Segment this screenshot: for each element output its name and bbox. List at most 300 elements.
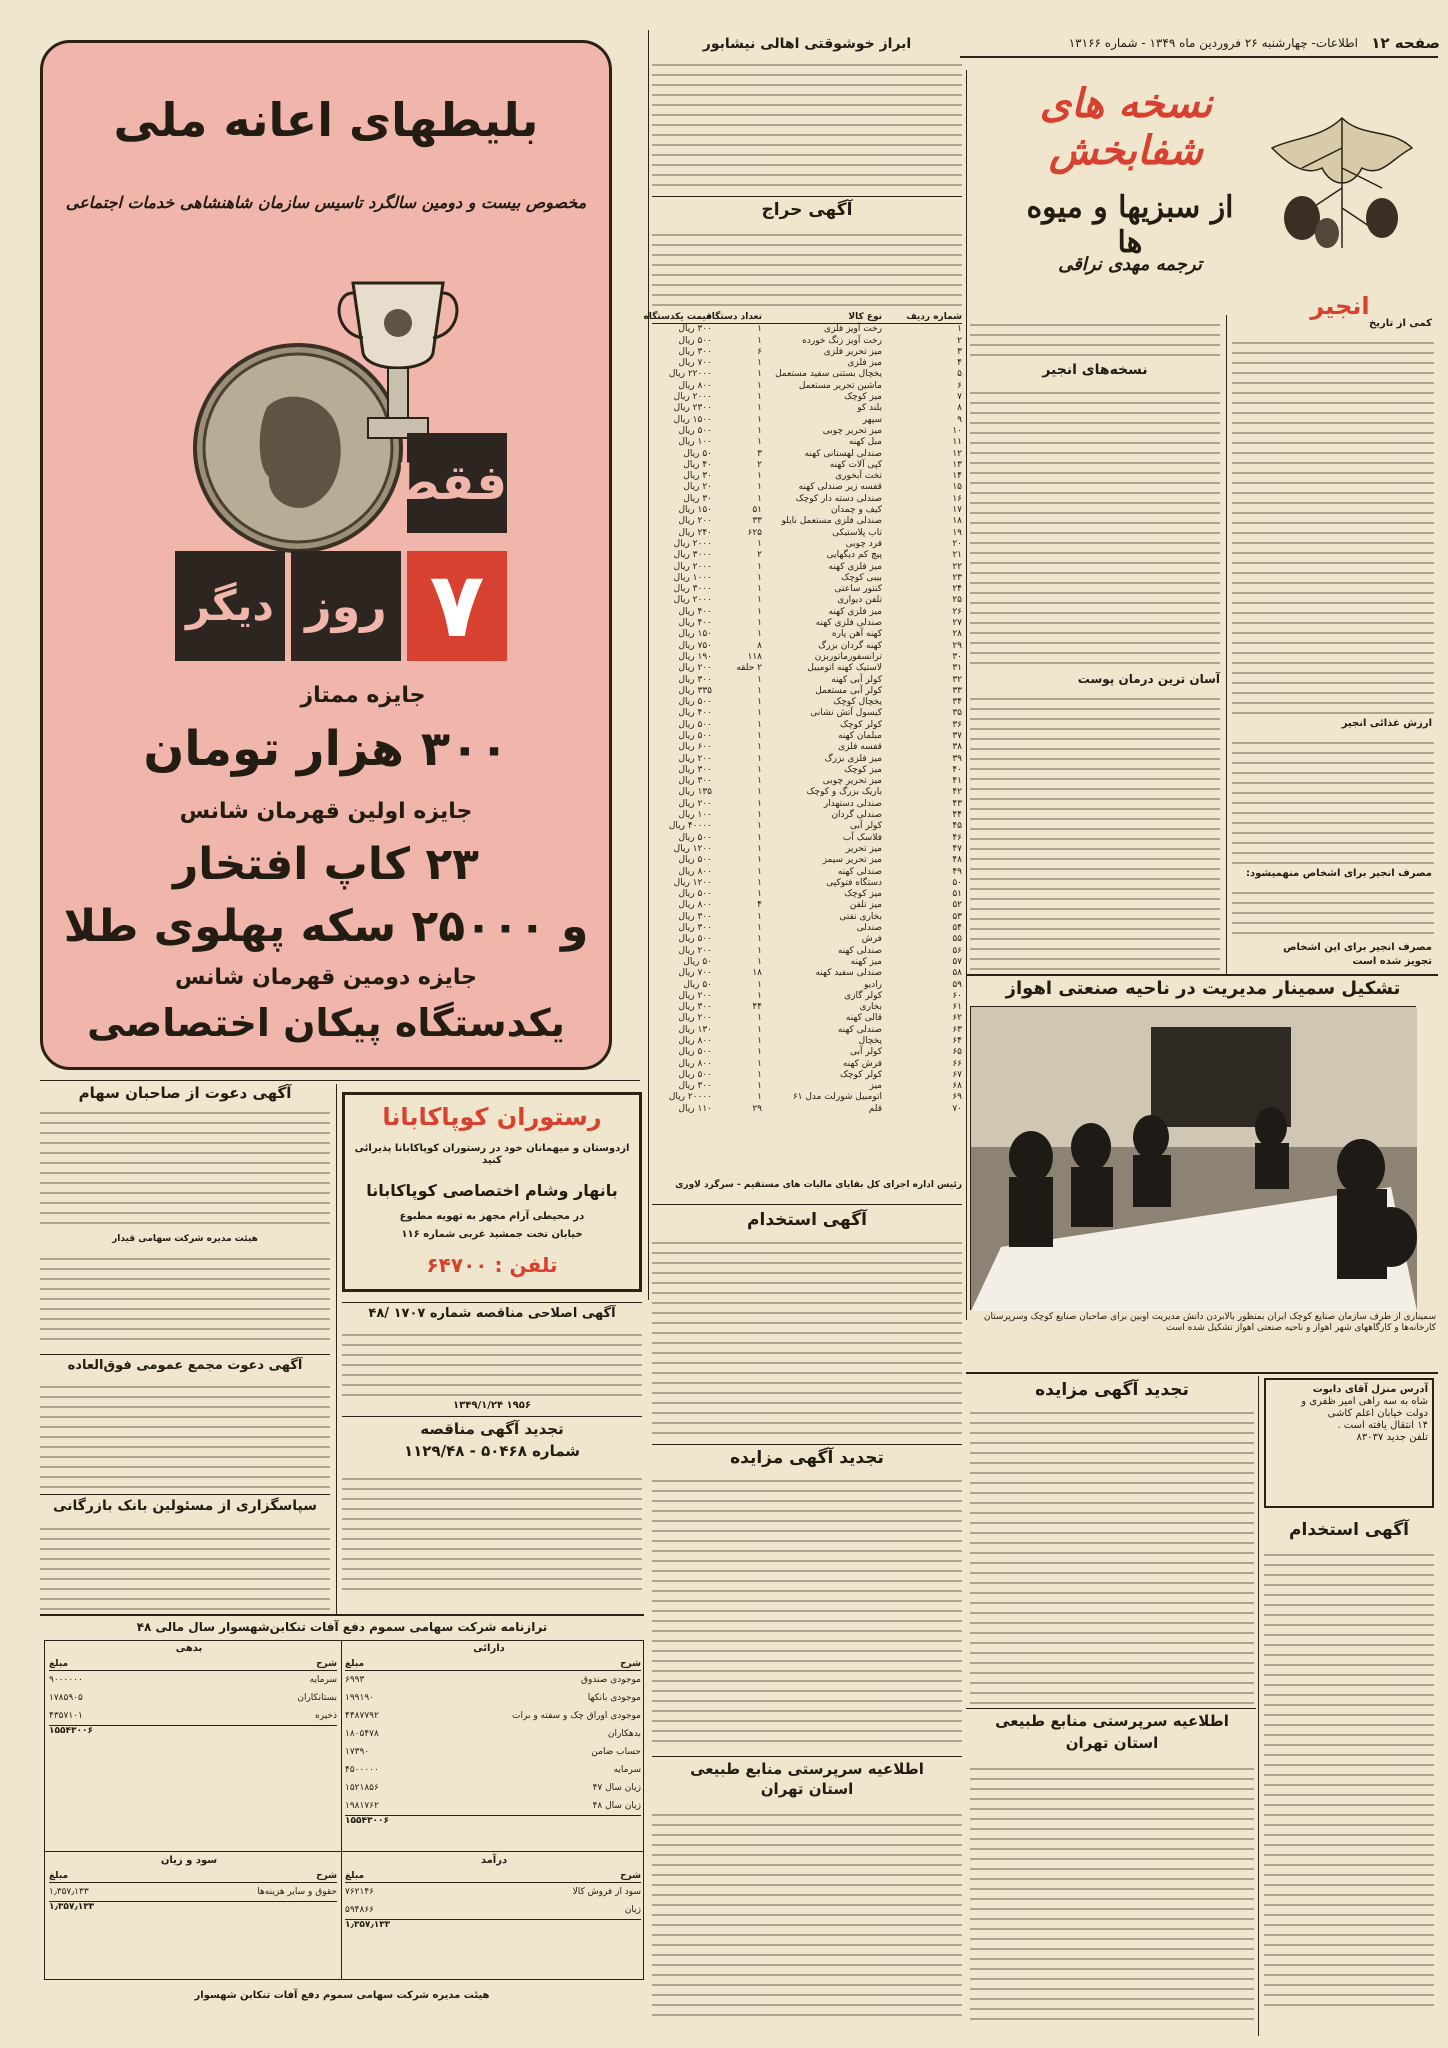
balance-desc: زیان سال ۴۷ <box>592 1783 641 1794</box>
auction-cell: میز تحریر چوبی <box>822 425 882 436</box>
auction-cell: ۱ <box>757 742 762 753</box>
auction-cell: ۳ <box>757 448 762 459</box>
balance-total-value: ۱۵۵۴۳۰۰۶ <box>49 1726 93 1737</box>
auction3-text <box>970 1404 1254 1704</box>
auction-row <box>652 1025 962 1036</box>
balance-row <box>345 1779 641 1797</box>
auction-cell: ۳۰ ریال <box>683 493 712 504</box>
auction-footer: رئیس اداره اجرای کل بقایای مالیات های مستقیم - سرگرد لاوری <box>675 1180 962 1190</box>
auction-cell: ۲۰۰ ریال <box>678 663 712 674</box>
auction-cell: ۲۰۰۰ ریال <box>673 595 712 606</box>
balance-amount: ۱۹۹۱۹۰ <box>345 1693 375 1704</box>
lottery-subtitle: مخصوص بیست و دومین سالگرد تاسیس سازمان شاهنشاهی خدمات اجتماعی <box>65 193 587 212</box>
days-word: روز <box>291 551 401 661</box>
shareholders-title2: آگهی دعوت مجمع عمومی فوق‌العاده <box>67 1358 303 1373</box>
auction-cell: ۱ <box>757 403 762 414</box>
auction-cell: کولر آبی مستعمل <box>815 685 882 696</box>
auction-cell: ۲۴ <box>952 584 962 595</box>
balance-desc: موجودی بانکها <box>587 1693 641 1704</box>
feature-text-col1c <box>1232 884 1434 940</box>
use-head: مصرف انجیر برای اشخاص منهمیشود: <box>1246 868 1432 879</box>
auction-row <box>652 358 962 369</box>
auction-cell: ۱ <box>757 1058 762 1069</box>
auction-table <box>643 312 962 1115</box>
auction-cell: ۱ <box>757 437 762 448</box>
auction-cell: ۵۰۰ ریال <box>678 719 712 730</box>
auction-row <box>652 731 962 742</box>
auction-cell: ۴۸ <box>952 855 962 866</box>
auction-cell: ۱ <box>757 776 762 787</box>
auction-cell: ۲۰۰ ریال <box>678 990 712 1001</box>
auction-cell: صندلی کهنه <box>837 945 882 956</box>
auction-cell: ۱ <box>757 1092 762 1103</box>
auction-cell: ۱۲۰۰ ریال <box>673 877 712 888</box>
auction-cell: صندلی <box>856 923 882 934</box>
auction-row <box>652 844 962 855</box>
feature-translator: ترجمه مهدی نراقی <box>1058 254 1202 275</box>
auction-cell: ۷۰۰ ریال <box>678 358 712 369</box>
shareholders-text <box>40 1104 330 1224</box>
auction-cell: فلاسک آب <box>842 832 882 843</box>
auction-cell: ۱۳۰ ریال <box>678 1024 712 1035</box>
auction-cell: ۲۳۰۰ ریال <box>673 403 712 414</box>
auction-cell: ۱ <box>757 730 762 741</box>
auction-cell: ۵۰۰ ریال <box>678 934 712 945</box>
auction-row <box>652 1036 962 1047</box>
col-desc: شرح <box>316 1871 337 1881</box>
auction-cell: ۱ <box>757 335 762 346</box>
auction-cell: ۵۱ <box>952 889 962 900</box>
auction-cell: ۱ <box>757 753 762 764</box>
auction-row <box>652 1070 962 1081</box>
auction-cell: ۵۹ <box>952 979 962 990</box>
auction-cell: ۱۵۰ ریال <box>678 629 712 640</box>
auction-cell: ۶۷ <box>952 1069 962 1080</box>
rental-box <box>1264 1378 1434 1508</box>
auction-cell: ۴ <box>757 900 762 911</box>
auction-row <box>652 912 962 923</box>
assets-head: دارائی <box>473 1643 505 1654</box>
auction-cell: ۵۰۰ ریال <box>678 855 712 866</box>
auction-cell: ۱ <box>757 324 762 335</box>
auction-row <box>652 708 962 719</box>
coins: و ۲۵۰۰۰ سکه پهلوی طلا <box>63 901 589 952</box>
auction-cell: ۴۰ ریال <box>683 459 712 470</box>
auction-cell: میز تحریر <box>845 843 882 854</box>
auction-cell: ۳۸ <box>952 742 962 753</box>
auction-cell: قالی کهنه <box>845 1013 882 1024</box>
auction-row <box>652 415 962 426</box>
auction-cell: کولر کوچک <box>839 719 882 730</box>
auction-cell: کولر کوچک <box>839 1069 882 1080</box>
auction-cell: ۲۳ <box>952 572 962 583</box>
auction-cell: یخچال بستنی سفید مستعمل <box>775 369 882 380</box>
balance-amount: ۷۶۲۱۴۶ <box>345 1887 375 1898</box>
shareholders-title: آگهی دعوت از صاحبان سهام <box>78 1084 292 1102</box>
auction-cell: ۱ <box>757 1024 762 1035</box>
auction-cell: کیسول آتش نشانی <box>810 708 882 719</box>
auction-cell: ۵۰ ریال <box>683 956 712 967</box>
balance-desc: حقوق و سایر هزینه‌ها <box>257 1887 337 1898</box>
auction-cell: ۴ <box>957 358 962 369</box>
auction-cell: ۱۵۰ ریال <box>678 505 712 516</box>
auction-cell: رادیو <box>863 979 882 990</box>
auction-cell: ۲۲ <box>952 561 962 572</box>
auction-cell: ۲۰۰۰۰ ریال <box>668 1092 712 1103</box>
auction-row <box>652 482 962 493</box>
balance-desc: بستانکاران <box>297 1693 337 1704</box>
auction-cell: کهنه گردان بزرگ <box>818 640 882 651</box>
auction-cell: میز کهنه <box>850 956 882 967</box>
auction-row <box>652 381 962 392</box>
use2-head: مصرف انجیر برای این اشخاص <box>1283 942 1432 953</box>
auction-cell: اتومبیل شورلت مدل ۶۱ <box>792 1092 882 1103</box>
lottery-title: بلیطهای اعانه ملی <box>113 93 539 147</box>
auction-cell: بخاری نفتی <box>839 911 882 922</box>
auction-cell: ۲۰۰ ریال <box>678 753 712 764</box>
auction-cell: ۱ <box>757 945 762 956</box>
auction-cell: ۱ <box>757 866 762 877</box>
tender-text <box>342 1470 642 1590</box>
auction-cell: ۶۲۵ <box>747 527 762 538</box>
auction-cell: ۵۴ <box>952 923 962 934</box>
auction-cell: ۱ <box>757 561 762 572</box>
balance-amount: ۴۴۸۷۷۹۲ <box>345 1711 379 1722</box>
balance-desc: سرمایه <box>613 1765 641 1776</box>
issue-line: اطلاعات- چهارشنبه ۲۶ فروردین ماه ۱۳۴۹ - شماره ۱۳۱۶۶ <box>1068 36 1358 50</box>
page-number: صفحه ۱۲ <box>1371 34 1440 52</box>
balance-row <box>49 1707 337 1725</box>
auction-cell: ۳۰ ریال <box>683 471 712 482</box>
balance-desc: سود از فروش کالا <box>572 1887 641 1898</box>
auction-cell: ۱۹۰ ریال <box>678 651 712 662</box>
auction-cell: ۴۰۰ ریال <box>678 618 712 629</box>
auction-row <box>652 595 962 606</box>
feature-text-col1b <box>1232 734 1434 864</box>
auction-cell: کیف و چمدان <box>831 505 882 516</box>
auction-cell: ۲۰۰۰ ریال <box>673 392 712 403</box>
balance-row <box>345 1797 641 1815</box>
auction-cell: ۱۸ <box>952 516 962 527</box>
auction-cell: ۸۰۰ ریال <box>678 900 712 911</box>
col-desc: شرح <box>620 1659 641 1669</box>
auction-row <box>652 528 962 539</box>
auction-row <box>652 1081 962 1092</box>
auction-cell: ۲۹ <box>952 640 962 651</box>
auction-row <box>652 336 962 347</box>
auction-cell: باریک بزرگ و کوچک <box>806 787 882 798</box>
natural-text <box>652 1806 962 2020</box>
shareholders-sub: هیئت مدیره شرکت سهامی قیدار <box>112 1234 258 1244</box>
natural2-text <box>970 1760 1254 2020</box>
auction-cell: صندلی کهنه <box>837 1024 882 1035</box>
auction-cell: کولر آبی کهنه <box>831 674 882 685</box>
balance-desc: بدهکاران <box>607 1729 641 1740</box>
auction-cell: ۱ <box>757 1047 762 1058</box>
balance-row <box>345 1725 641 1743</box>
auction-cell: میز تحریر چوبی <box>822 776 882 787</box>
balance-total <box>345 1815 641 1827</box>
auction-row <box>652 754 962 765</box>
reform-date: ۱۹۵۶ ۱۳۴۹/۱/۲۴ <box>453 1400 531 1411</box>
auction-cell: ۶ <box>957 380 962 391</box>
auction-cell: ۱ <box>757 358 762 369</box>
auction-cell: ۲۰۰ ریال <box>678 1013 712 1024</box>
auction-row <box>652 516 962 527</box>
auction-row <box>652 392 962 403</box>
auction-cell: تخت آبخوری <box>835 471 882 482</box>
balance-row <box>49 1671 337 1689</box>
auction-cell: ۱ <box>757 956 762 967</box>
auction-cell: ۱۰۰۰ ریال <box>673 572 712 583</box>
rental-l3: دولت خیابان اعلم کاشی <box>1327 1408 1428 1419</box>
auction-cell: ۲۰۰ ریال <box>678 798 712 809</box>
auction-cell: ۵۷ <box>952 956 962 967</box>
balance-amount: ۱۵۲۱۸۵۶ <box>345 1783 379 1794</box>
auction-cell: ۱۷ <box>952 505 962 516</box>
auction-cell: ۱ <box>757 471 762 482</box>
champ1: جایزه اولین قهرمان شانس <box>179 799 473 824</box>
balance-sheet <box>44 1640 644 1980</box>
auction-cell: ۱۵ <box>952 482 962 493</box>
auction-cell: ۶۶ <box>952 1058 962 1069</box>
auction-cell: ۱ <box>757 934 762 945</box>
balance-sign: هیئت مدیره شرکت سهامی سموم دفع آفات تنکابن شهسوار <box>194 1990 490 2001</box>
balance-amount: ۱۹۸۱۷۶۲ <box>345 1801 379 1812</box>
auction-cell: میز کوچک <box>844 889 882 900</box>
natural2-city: استان تهران <box>1065 1734 1159 1752</box>
rental-l2: شاه به سه راهی امیر ظفری و <box>1301 1396 1428 1407</box>
auction-row <box>652 607 962 618</box>
auction-cell: صندلی دسته دار کوچک <box>795 493 882 504</box>
champ2: جایزه دومین قهرمان شانس <box>175 965 477 990</box>
auction-cell: ۲ <box>957 335 962 346</box>
balance-total <box>345 1919 641 1931</box>
auction-cell: بلند کو <box>857 403 882 414</box>
natural2-title: اطلاعیه سرپرستی منابع طبیعی <box>995 1712 1229 1730</box>
auction-row <box>652 776 962 787</box>
auction-cell: ۲۸ <box>952 629 962 640</box>
auction-cell: ۲ <box>757 459 762 470</box>
debts-head: بدهی <box>175 1643 203 1654</box>
auction-cell: ۳۰۰ ریال <box>678 324 712 335</box>
auction-cell: ۱ <box>757 1081 762 1092</box>
auction-cell: ۵۱ <box>752 505 762 516</box>
auction-cell: ۳۰۰ ریال <box>678 674 712 685</box>
auction-cell: ۱ <box>757 697 762 708</box>
auction-cell: ۱ <box>757 798 762 809</box>
auction-row <box>652 629 962 640</box>
feature-text-col2c <box>970 690 1220 970</box>
auction-cell: رخت آویز زنگ خورده <box>802 335 882 346</box>
col-desc: شرح <box>620 1871 641 1881</box>
rental-l5: تلفن جدید ۸۳۰۳۷ <box>1356 1432 1428 1443</box>
auction-cell: ترانسفورماتوربزن <box>814 651 882 662</box>
auction-cell: ۶۲ <box>952 1013 962 1024</box>
copa-line3: در محیطی آرام مجهز به تهویه مطبوع <box>399 1211 585 1222</box>
auction-cell: ۴۶ <box>952 832 962 843</box>
auction-cell: ۱ <box>757 538 762 549</box>
auction-cell: ۸ <box>957 403 962 414</box>
auction-cell: ۸ <box>757 640 762 651</box>
cups: ۲۳ کاپ افتخار <box>172 839 480 890</box>
auction-cell: کولر آبی <box>849 1047 882 1058</box>
copa-line2: بانهار وشام اختصاصی کوپاکابانا <box>366 1181 618 1200</box>
auction-cell: ۱ <box>957 324 962 335</box>
auction-cell: ۱۰ <box>952 425 962 436</box>
auction-row <box>652 1092 962 1103</box>
auction-row <box>652 878 962 889</box>
auction-row <box>652 426 962 437</box>
auction-cell: تاب پلاستیکی <box>832 527 882 538</box>
auction-row <box>652 324 962 335</box>
auction-cell: ۵۰۰ ریال <box>678 730 712 741</box>
skin-head: آسان ترین درمان پوست <box>1077 672 1220 686</box>
natural-city: استان تهران <box>760 1780 854 1798</box>
prize-label: جایزه ممتاز <box>300 683 426 708</box>
auction-row <box>652 810 962 821</box>
auction-cell: ماشین تحریر مستعمل <box>798 380 882 391</box>
auction-cell: ۴۵ <box>952 821 962 832</box>
auction-cell: ۲ <box>757 550 762 561</box>
auction-cell: ۴۷ <box>952 843 962 854</box>
auction-cell: صندلی سفید کهنه <box>815 968 882 979</box>
auction-cell: ۳۰۰ ریال <box>678 764 712 775</box>
auction-cell: ۳۴ <box>952 697 962 708</box>
auction-row <box>652 1002 962 1013</box>
commerce-title: سپاسگزاری از مسئولین بانک بازرگانی <box>53 1498 317 1514</box>
auction-cell: ۱ <box>757 990 762 1001</box>
auction-row <box>652 867 962 878</box>
pride-title: ابراز خوشوقتی اهالی نیشابور <box>702 36 912 52</box>
auction-cell: ۱۹ <box>952 527 962 538</box>
auction-cell: ۱ <box>757 369 762 380</box>
auction-cell: ۱ <box>757 821 762 832</box>
auction-cell: ۵۰۰ ریال <box>678 335 712 346</box>
auction-cell: ۶۸ <box>952 1081 962 1092</box>
auction-cell: ۵۸ <box>952 968 962 979</box>
auction-row <box>652 957 962 968</box>
copacabana-ad <box>342 1092 642 1292</box>
lottery-ad <box>40 40 612 1070</box>
rental-l4: ۱۴ انتقال یافته است . <box>1337 1420 1428 1431</box>
auction-cell: میز فلزی کهنه <box>828 606 882 617</box>
auction-cell: ۱ <box>757 482 762 493</box>
commerce-text <box>40 1520 330 1610</box>
auction-cell: ۳۰ <box>952 651 962 662</box>
auction-cell: ۱ <box>757 855 762 866</box>
auction-cell: ۴۰۰ ریال <box>678 708 712 719</box>
auction-cell: ۹ <box>957 414 962 425</box>
balance-amount: ۱٫۳۵۷٫۱۳۳ <box>49 1887 89 1898</box>
copa-title: رستوران کوپاکابانا <box>382 1103 602 1131</box>
auction-cell: ۸۰۰ ریال <box>678 380 712 391</box>
auction-cell: ۳۵ <box>952 708 962 719</box>
auction-cell: ۵۰۰ ریال <box>678 889 712 900</box>
auction-cell: میز <box>869 1081 882 1092</box>
auction-cell: ۳۰۰۰ ریال <box>673 584 712 595</box>
balance-amount: ۴۳۵۷۱۰۱ <box>49 1711 83 1722</box>
auction-row <box>652 799 962 810</box>
balance-row <box>345 1671 641 1689</box>
balance-amount: ۱۷۳۹۰ <box>345 1747 370 1758</box>
balance-row <box>345 1743 641 1761</box>
balance-total-value: ۱٫۳۵۷٫۱۳۳ <box>345 1920 391 1931</box>
auction-row <box>652 742 962 753</box>
balance-total <box>49 1725 337 1737</box>
auction-row <box>652 562 962 573</box>
auction-row <box>652 821 962 832</box>
auction-cell: ۳۳ <box>752 516 762 527</box>
auction-cell: ۱ <box>757 889 762 900</box>
auction-cell: ۱ <box>757 719 762 730</box>
balance-amount: ۱۷۸۵۹۰۵ <box>49 1693 83 1704</box>
feature-text-col1 <box>1232 334 1434 714</box>
auction-cell: میز کوچک <box>844 764 882 775</box>
auction-cell: ۳۰۰ ریال <box>678 923 712 934</box>
auction-cell: مبل کهنه <box>848 437 882 448</box>
col-amount: مبلغ <box>345 1871 365 1881</box>
auction-cell: ۲۵ <box>952 595 962 606</box>
auction-cell: ۵۰۰ ریال <box>678 425 712 436</box>
auction-cell: ۶۰۰ ریال <box>678 742 712 753</box>
natural-title: اطلاعیه سرپرستی منابع طبیعی <box>690 1760 924 1778</box>
auction-cell: میز تحریر سیمز <box>822 855 882 866</box>
employment-text <box>652 1234 962 1434</box>
auction-row <box>652 449 962 460</box>
auction-cell: ۱ <box>757 618 762 629</box>
auction-row <box>652 663 962 674</box>
balance-amount: ۱۸۰۵۴۷۸ <box>345 1729 379 1740</box>
auction-cell: ۲۰۰ ریال <box>678 516 712 527</box>
auction-cell: ۳۱ <box>952 663 962 674</box>
tender-number: شماره ۵۰۴۶۸ - ۱۱۲۹/۴۸ <box>403 1442 581 1460</box>
debts-table <box>49 1659 337 1738</box>
days-other: دیگر <box>175 551 285 661</box>
copa-line4: خیابان تخت جمشید غربی شماره ۱۱۶ <box>401 1229 583 1240</box>
auction-cell: صندلی کهنه <box>837 866 882 877</box>
auction-cell: ۳۶ <box>952 719 962 730</box>
auction-cell: ۶۹ <box>952 1092 962 1103</box>
auction-cell: ۴۰۰۰۰ ریال <box>668 821 712 832</box>
auction-cell: ۵ <box>957 369 962 380</box>
auction-cell: ۸۰۰ ریال <box>678 866 712 877</box>
auction-cell: ۳۳ <box>952 685 962 696</box>
balance-title: ترازنامه شرکت سهامی سموم دفع آفات تنکابن‌شهسوار سال مالی ۴۸ <box>136 1620 548 1634</box>
auction-cell: ۱ <box>757 392 762 403</box>
auction-row <box>652 494 962 505</box>
auction-cell: کولر آبی <box>849 821 882 832</box>
feature-text-col2a <box>970 316 1220 360</box>
balance-total-value: ۱۵۵۴۳۰۰۶ <box>345 1816 389 1827</box>
auction3-title: تجدید آگهی مزایده <box>1035 1380 1189 1400</box>
auction-cell: ۱ <box>757 979 762 990</box>
balance-amount: ۹۰۰۰۰۰۰ <box>49 1675 83 1686</box>
auction-cell: ۱۱ <box>952 437 962 448</box>
auction-cell: ۷۰۰ ریال <box>678 968 712 979</box>
auction-cell: ۲۰ ریال <box>683 482 712 493</box>
auction-cell: ۷ <box>957 392 962 403</box>
balance-desc: موجودی صندوق <box>580 1675 641 1686</box>
auction-cell: ۱۳۵ ریال <box>678 787 712 798</box>
auction-cell: ۱۱۸ <box>747 651 762 662</box>
shareholders-text3 <box>40 1378 330 1488</box>
auction-cell: ۲۹ <box>752 1103 762 1114</box>
auction-cell: ۳۲ <box>952 674 962 685</box>
auction-cell: ۴۱ <box>952 776 962 787</box>
auction-cell: ۳ <box>957 346 962 357</box>
auction-cell: ۱ <box>757 425 762 436</box>
